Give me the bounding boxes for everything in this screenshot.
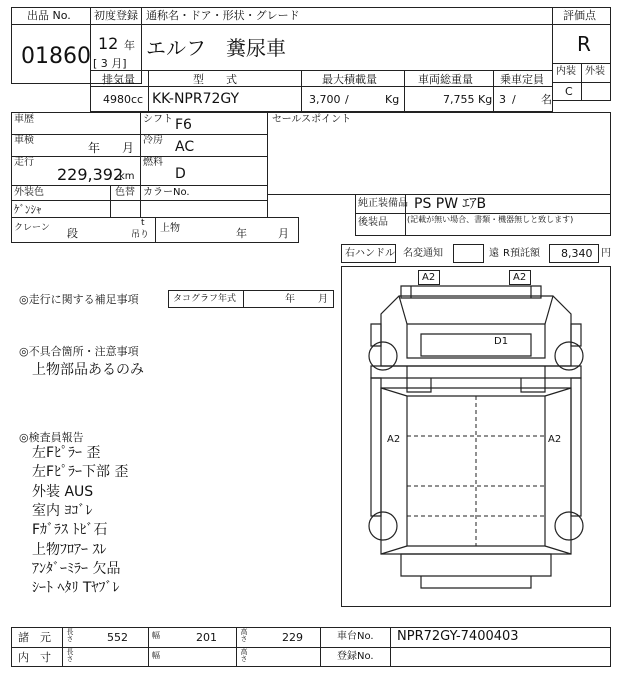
report-line: ｼｰﾄ ﾍﾀﾘ Tﾔﾌﾞﾚ (32, 580, 120, 596)
crane-ton: t (141, 218, 145, 228)
mileage-value: 229,392 (57, 165, 124, 184)
rhd-label: 右ハンドル (345, 248, 395, 259)
damage-mark-label: A2 (422, 272, 436, 283)
taco-label: タコグラフ年式 (173, 294, 237, 304)
aircon-label: 冷房 (143, 135, 163, 146)
hgt-value: 229 (282, 631, 303, 644)
aircon-value: AC (175, 139, 195, 155)
report-line: 外装 AUS (32, 484, 94, 500)
report-line: 室内 ﾖｺﾞﾚ (32, 503, 93, 519)
first-reg-month: [ 3 月] (93, 57, 127, 70)
drive-remarks-label: ◎走行に関する補足事項 (19, 293, 139, 306)
cap-unit: 名 (541, 93, 552, 106)
chassis-label: 車台No. (337, 631, 374, 642)
first-reg-year: 12 (98, 34, 119, 53)
load-unit: Kg (385, 93, 400, 106)
grade-int-value: C (565, 85, 573, 98)
taco-year: 年 (285, 294, 295, 305)
report-line: ｱﾝﾀﾞｰﾐﾗｰ 欠品 (32, 561, 121, 577)
truck-diagram (341, 266, 611, 607)
disp-value: 4980 (103, 93, 131, 106)
type-label: 型 式 (193, 73, 237, 86)
load-label: 最大積載量 (322, 73, 377, 86)
len-label: 長さ (66, 628, 74, 642)
std-equip-value: PS PW ｴｱB (414, 196, 487, 212)
grade-ext-label: 外装 (585, 66, 605, 77)
first-reg-label: 初度登録 (94, 9, 138, 22)
mod-box (453, 244, 484, 263)
damage-mark-label: A2 (387, 434, 401, 445)
inspection-month: 月 (122, 141, 135, 155)
upper-label: 上物 (160, 223, 180, 234)
cap-value: 3 (499, 93, 506, 106)
cap-label: 乗車定員 (500, 73, 544, 86)
plate-label: 遠 (489, 248, 499, 259)
report-line: Fｶﾞﾗｽ ﾄﾋﾞ石 (32, 522, 108, 538)
recycle-value: 8,340 (561, 247, 593, 260)
color-ext-label: 外装色 (14, 187, 44, 198)
listing-label: 出品 No. (27, 9, 71, 22)
listing-number: 01860 (21, 44, 91, 69)
crane-label: クレーン (14, 223, 50, 233)
color-code-label: カラーNo. (143, 187, 190, 198)
inspector-label: ◎検査員報告 (19, 431, 84, 444)
first-reg-year-unit: 年 (124, 39, 135, 52)
report-line: 左Fﾋﾟﾗｰ 歪 (32, 445, 101, 461)
mileage-unit: km (119, 171, 135, 182)
disp-label: 排気量 (102, 73, 135, 86)
sales-point-label: セールスポイント (272, 114, 352, 125)
grade-value: R (577, 32, 591, 56)
len-value: 552 (107, 631, 128, 644)
shift-value: F6 (175, 117, 192, 133)
load-value: 3,700 (309, 93, 341, 106)
inspection-year: 年 (88, 141, 101, 155)
taco-month: 月 (318, 294, 328, 305)
crane-dan: 段 (67, 227, 78, 240)
color-ext-value: ｹﾞﾝｼｬ (14, 203, 42, 216)
disp-unit: cc (131, 93, 144, 106)
mod-label: 名変通知 (403, 248, 443, 259)
color-no-label: 色替 (115, 187, 135, 198)
after-equip-label: 後装品 (358, 217, 388, 228)
chassis-value: NPR72GY-7400403 (397, 629, 519, 644)
load-sep: / (345, 93, 349, 106)
fuel-value: D (175, 166, 186, 182)
defect-label: ◎不具合箇所・注意事項 (19, 345, 139, 358)
grade-int-label: 内装 (556, 66, 576, 77)
dims-row2-label: 内 寸 (18, 651, 51, 664)
upper-year: 年 (236, 227, 247, 240)
report-line: 左Fﾋﾟﾗｰ下部 歪 (32, 464, 129, 480)
recycle-label: R預託額 (503, 248, 540, 259)
crane-tsuri: 吊り (131, 230, 150, 240)
defect-text: 上物部品あるのみ (32, 362, 144, 378)
report-line: 上物ﾌﾛｱｰ ｽﾚ (32, 542, 107, 558)
dims-row1-label: 諸 元 (18, 631, 51, 644)
upper-month: 月 (278, 227, 289, 240)
mileage-label: 走行 (14, 157, 34, 168)
weight-label: 車両総重量 (418, 73, 473, 86)
wid-value: 201 (196, 631, 217, 644)
fuel-label: 燃料 (143, 157, 163, 168)
len2-label: 長さ (66, 648, 74, 662)
grade-label: 評価点 (563, 9, 596, 22)
wid-label: 幅 (152, 631, 160, 640)
wid2-label: 幅 (152, 651, 160, 660)
hgt2-label: 高さ (240, 648, 248, 662)
std-equip-label: 純正装備品 (358, 198, 408, 209)
type-value: KK-NPR72GY (152, 91, 240, 107)
weight-value: 7,755 (443, 93, 475, 106)
history-label: 車歴 (14, 114, 34, 125)
weight-unit: Kg (478, 93, 493, 106)
shift-label: シフト (143, 114, 173, 125)
damage-mark-label: A2 (548, 434, 562, 445)
model-label: 通称名・ドア・形状・グレード (146, 9, 300, 22)
after-equip-note: (記載が無い場合、書類・機器無しと致します) (407, 215, 574, 224)
hgt-label: 高さ (240, 628, 248, 642)
reg-label: 登録No. (337, 651, 374, 662)
yen-label: 円 (601, 248, 611, 259)
damage-mark-label: D1 (494, 336, 509, 347)
inspection-label: 車検 (14, 135, 34, 146)
model-value: エルフ 糞尿車 (146, 36, 286, 60)
cap-sep: / (512, 93, 516, 106)
damage-mark-label: A2 (513, 272, 527, 283)
